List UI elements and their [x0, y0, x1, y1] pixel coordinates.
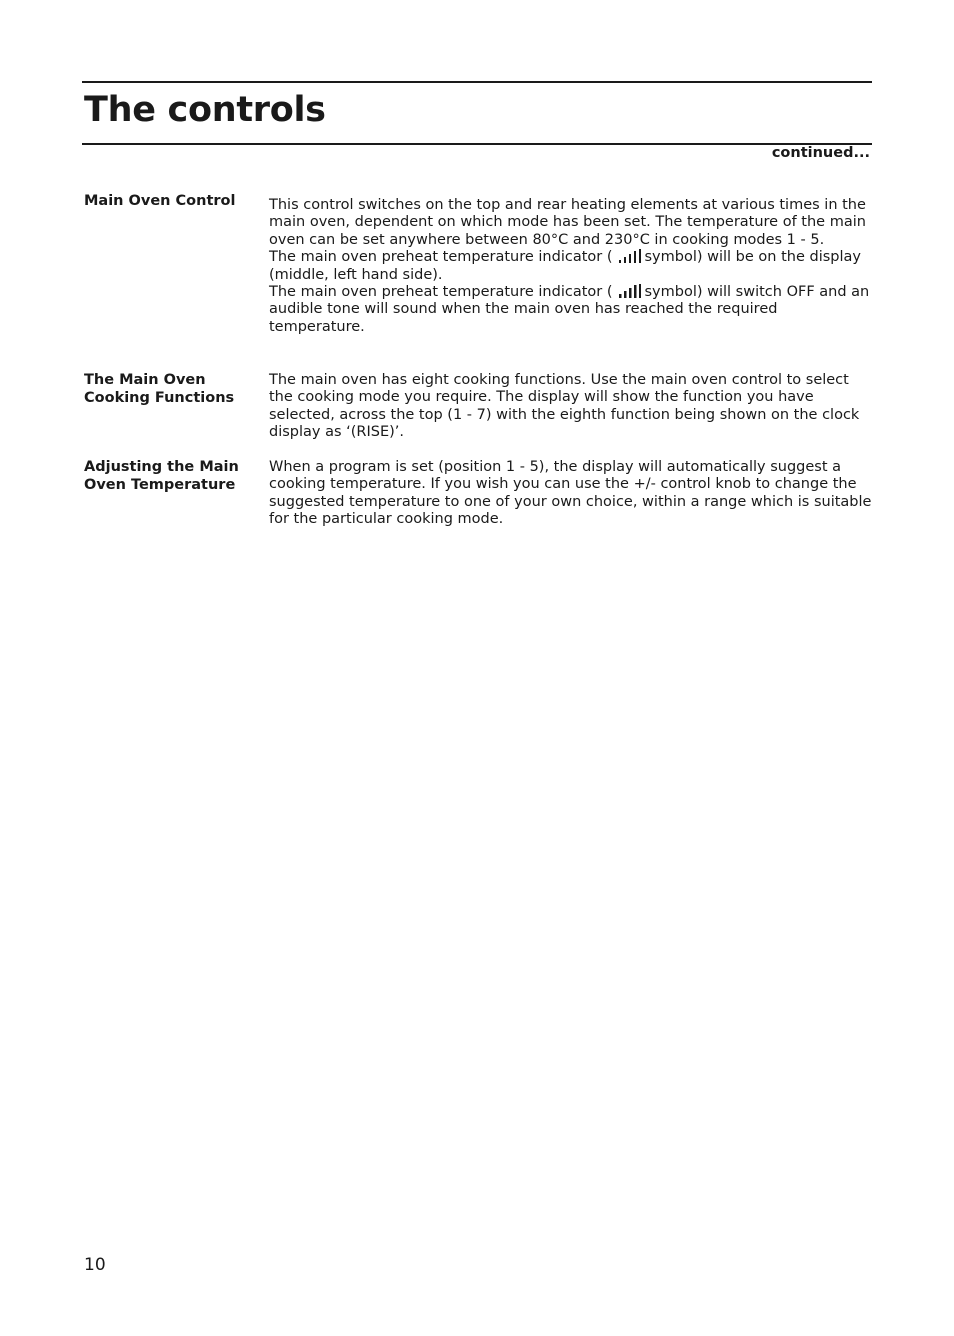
- paragraph: This control switches on the top and rear heating elements at various times in the main oven, dependent on which mode has been set. The temperature of the main oven can be set anywhere between 80°C and 230°C in cooking modes 1 - 5.: [269, 197, 866, 248]
- header-top-rule: [82, 81, 872, 83]
- paragraph: The main oven has eight cooking functions. Use the main oven control to select the cooking mode you require. The display will show the function you have selected, across the top (1 - 7) with the eighth function being shown on the clock display as ‘(RISE)’.: [269, 372, 860, 441]
- preheat-indicator-icon: [619, 249, 641, 263]
- preheat-indicator-icon: [619, 284, 641, 298]
- paragraph-text: The main oven preheat temperature indicator (: [269, 284, 613, 301]
- page-title: The controls: [84, 90, 326, 130]
- paragraph-text: symbol) will switch OFF and an audible tone will sound when the main oven has reached the required temperature.: [269, 284, 870, 335]
- paragraph-text: symbol) will be on the display (middle, left hand side).: [269, 249, 861, 283]
- header-bottom-rule: [82, 143, 872, 145]
- continued-label: continued...: [771, 145, 870, 161]
- paragraph: [269, 284, 874, 336]
- section-body: [269, 197, 874, 336]
- section-body: [269, 372, 874, 442]
- section-heading: Main Oven Control: [84, 193, 236, 209]
- section-heading: The Main Oven Cooking Functions: [84, 372, 235, 406]
- page-number: 10: [84, 1255, 106, 1275]
- paragraph-text: The main oven preheat temperature indicator (: [269, 249, 613, 266]
- section-body: [269, 459, 874, 529]
- section-heading: Adjusting the Main Oven Temperature: [84, 459, 239, 493]
- paragraph: [269, 249, 874, 284]
- paragraph: When a program is set (position 1 - 5), the display will automatically suggest a cooking temperature. If you wish you can use the +/- control knob to change the suggested temperature to one of your own choice, within a range which is suitable for the particular cooking mode.: [269, 459, 872, 528]
